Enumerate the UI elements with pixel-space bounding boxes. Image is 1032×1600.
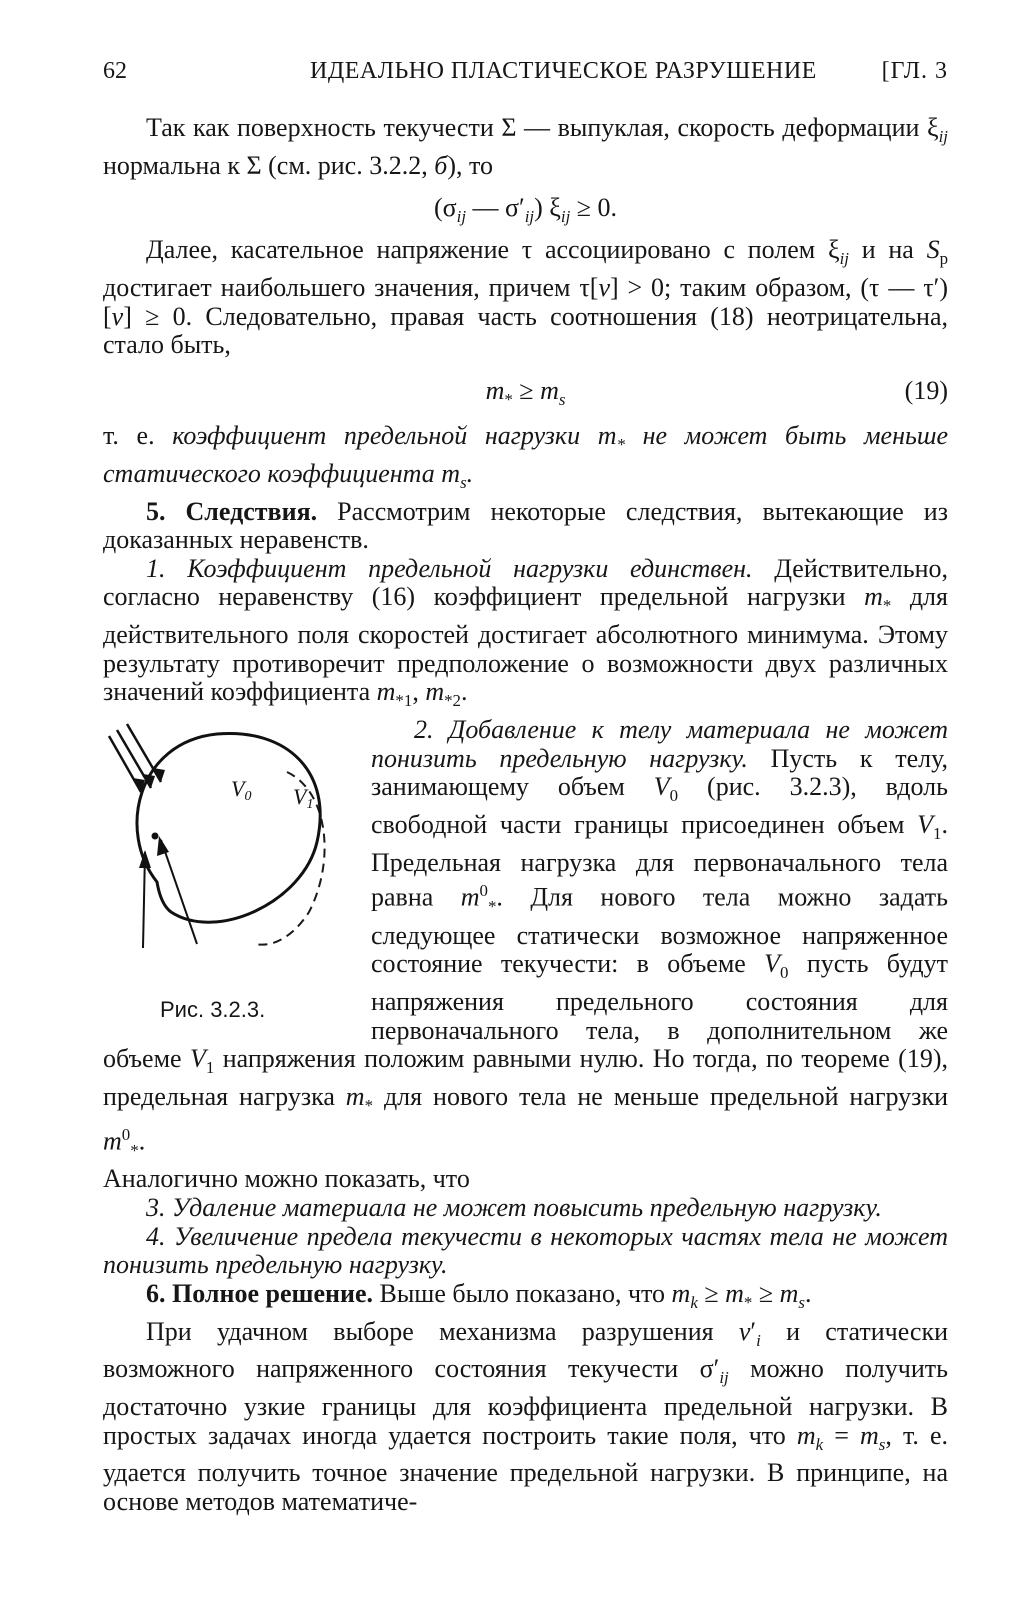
section-6: 6. Полное решение. Выше было показано, что $m_k \ge m_* \ge m_s$.	[146, 1278, 812, 1312]
figure-caption: Рис. 3.2.3.	[160, 997, 266, 1023]
corollary-3: 3. Удаление материала не может повысить предельную нагрузку.	[146, 1192, 882, 1222]
support-arrow-2	[161, 840, 197, 944]
section-6-title: 6. Полное решение.	[146, 1278, 373, 1308]
corollary-2: 2. Добавление к телу материала не может понизить предельную нагрузку. Пусть к телу, занимающему объем $V_0$ (рис. 3.2.3), вдоль свободной части границы присоединен объем $V_1$. Предельная нагрузка для первоначального тела равна $m^0_*$. Для нового тела можно задать следующее статически возможное напряженное состояние текучести: в объеме $V_0$ пусть будут напряжения предельного состояния для первоначального тела, в дополнительном же объеме $V_1$ напряжения положим равными нулю. Но тогда, по теореме (19), предельная нагрузка $m_*$ для нового тела не меньше предельной нагрузки $m^0_*$.	[103, 715, 948, 1160]
formula-19: $m_* \ge m_s$ (19)	[103, 360, 948, 422]
page-number: 62	[103, 58, 127, 84]
section-5: 5. Следствия. Рассмотрим некоторые следствия, вытекающие из доказанных неравенств.	[103, 496, 948, 555]
label-v1: V1	[293, 784, 314, 813]
paragraph-convexity: Так как поверхность текучести Σ — выпуклая, скорость деформации $\xi_{ij}$ нормальна к Σ (см. рис. 3.2.2, б), то	[103, 113, 948, 180]
page-body	[103, 114, 948, 1517]
chapter-marker: [ГЛ. 3	[881, 58, 948, 84]
added-volume-outline	[255, 772, 325, 945]
corollary-1: 1. Коэффициент предельной нагрузки единствен. Действительно, согласно неравенству (16) коэффициент предельной нагрузки $m_*$ для действительного поля скоростей достигает абсолютного минимума. Этому результату противоречит предположение о возможности двух различных значений коэффициента $m_{*1}$, $m_{*2}$.	[103, 553, 949, 711]
running-title: ИДЕАЛЬНО ПЛАСТИЧЕСКОЕ РАЗРУШЕНИЕ	[310, 58, 817, 84]
formula-inequality: ($\sigma_{ij}$ — $\sigma'_{ij}$) $\xi_{ij} \ge 0$.	[433, 193, 618, 227]
load-arrow-3	[127, 724, 161, 782]
point-marker	[152, 833, 159, 840]
body-diagram	[97, 712, 377, 1012]
paragraph-conclusion: т. е. коэффициент предельной нагрузки $m_*$ не может быть меньше статического коэффициента $m_s$.	[103, 420, 948, 492]
section-5-title: 5. Следствия.	[146, 496, 318, 526]
page-header	[103, 58, 948, 90]
paragraph-full-solution: При удачном выборе механизма разрушения $v'_i$ и статически возможного напряженного состояния текучести $\sigma'_{ij}$ можно получить достаточно узкие границы для коэффициента предельной нагрузки. В простых задачах иногда удается построить такие поля, что $m_k = m_s$, т. е. удается получить точное значение предельной нагрузки. В принципе, на основе методов математиче-	[103, 1316, 948, 1517]
paragraph-analogous: Аналогично можно показать, что	[103, 1164, 470, 1194]
paragraph-shear-stress: Далее, касательное напряжение τ ассоциировано с полем $\xi_{ij}$ и на $S_p$ достигает наибольшего значения, причем τ[v] > 0; таким образом, (τ — τ′)[v] ≥ 0. Следовательно, правая часть соотношения (18) неотрицательна, стало быть,	[103, 235, 949, 360]
figure-3-2-3	[103, 720, 371, 1032]
equation-number: (19)	[904, 375, 948, 405]
support-arrowhead-2	[157, 836, 169, 856]
corollary-2-title: 2. Добавление к телу материала не может понизить предельную нагрузку.	[371, 715, 948, 773]
body-outline	[137, 733, 320, 922]
corollary-1-title: 1. Коэффициент предельной нагрузки единствен.	[146, 553, 753, 583]
label-v0: V0	[231, 776, 252, 805]
corollary-4: 4. Увеличение предела текучести в некоторых частях тела не может понизить предельную нагрузку.	[103, 1221, 948, 1280]
